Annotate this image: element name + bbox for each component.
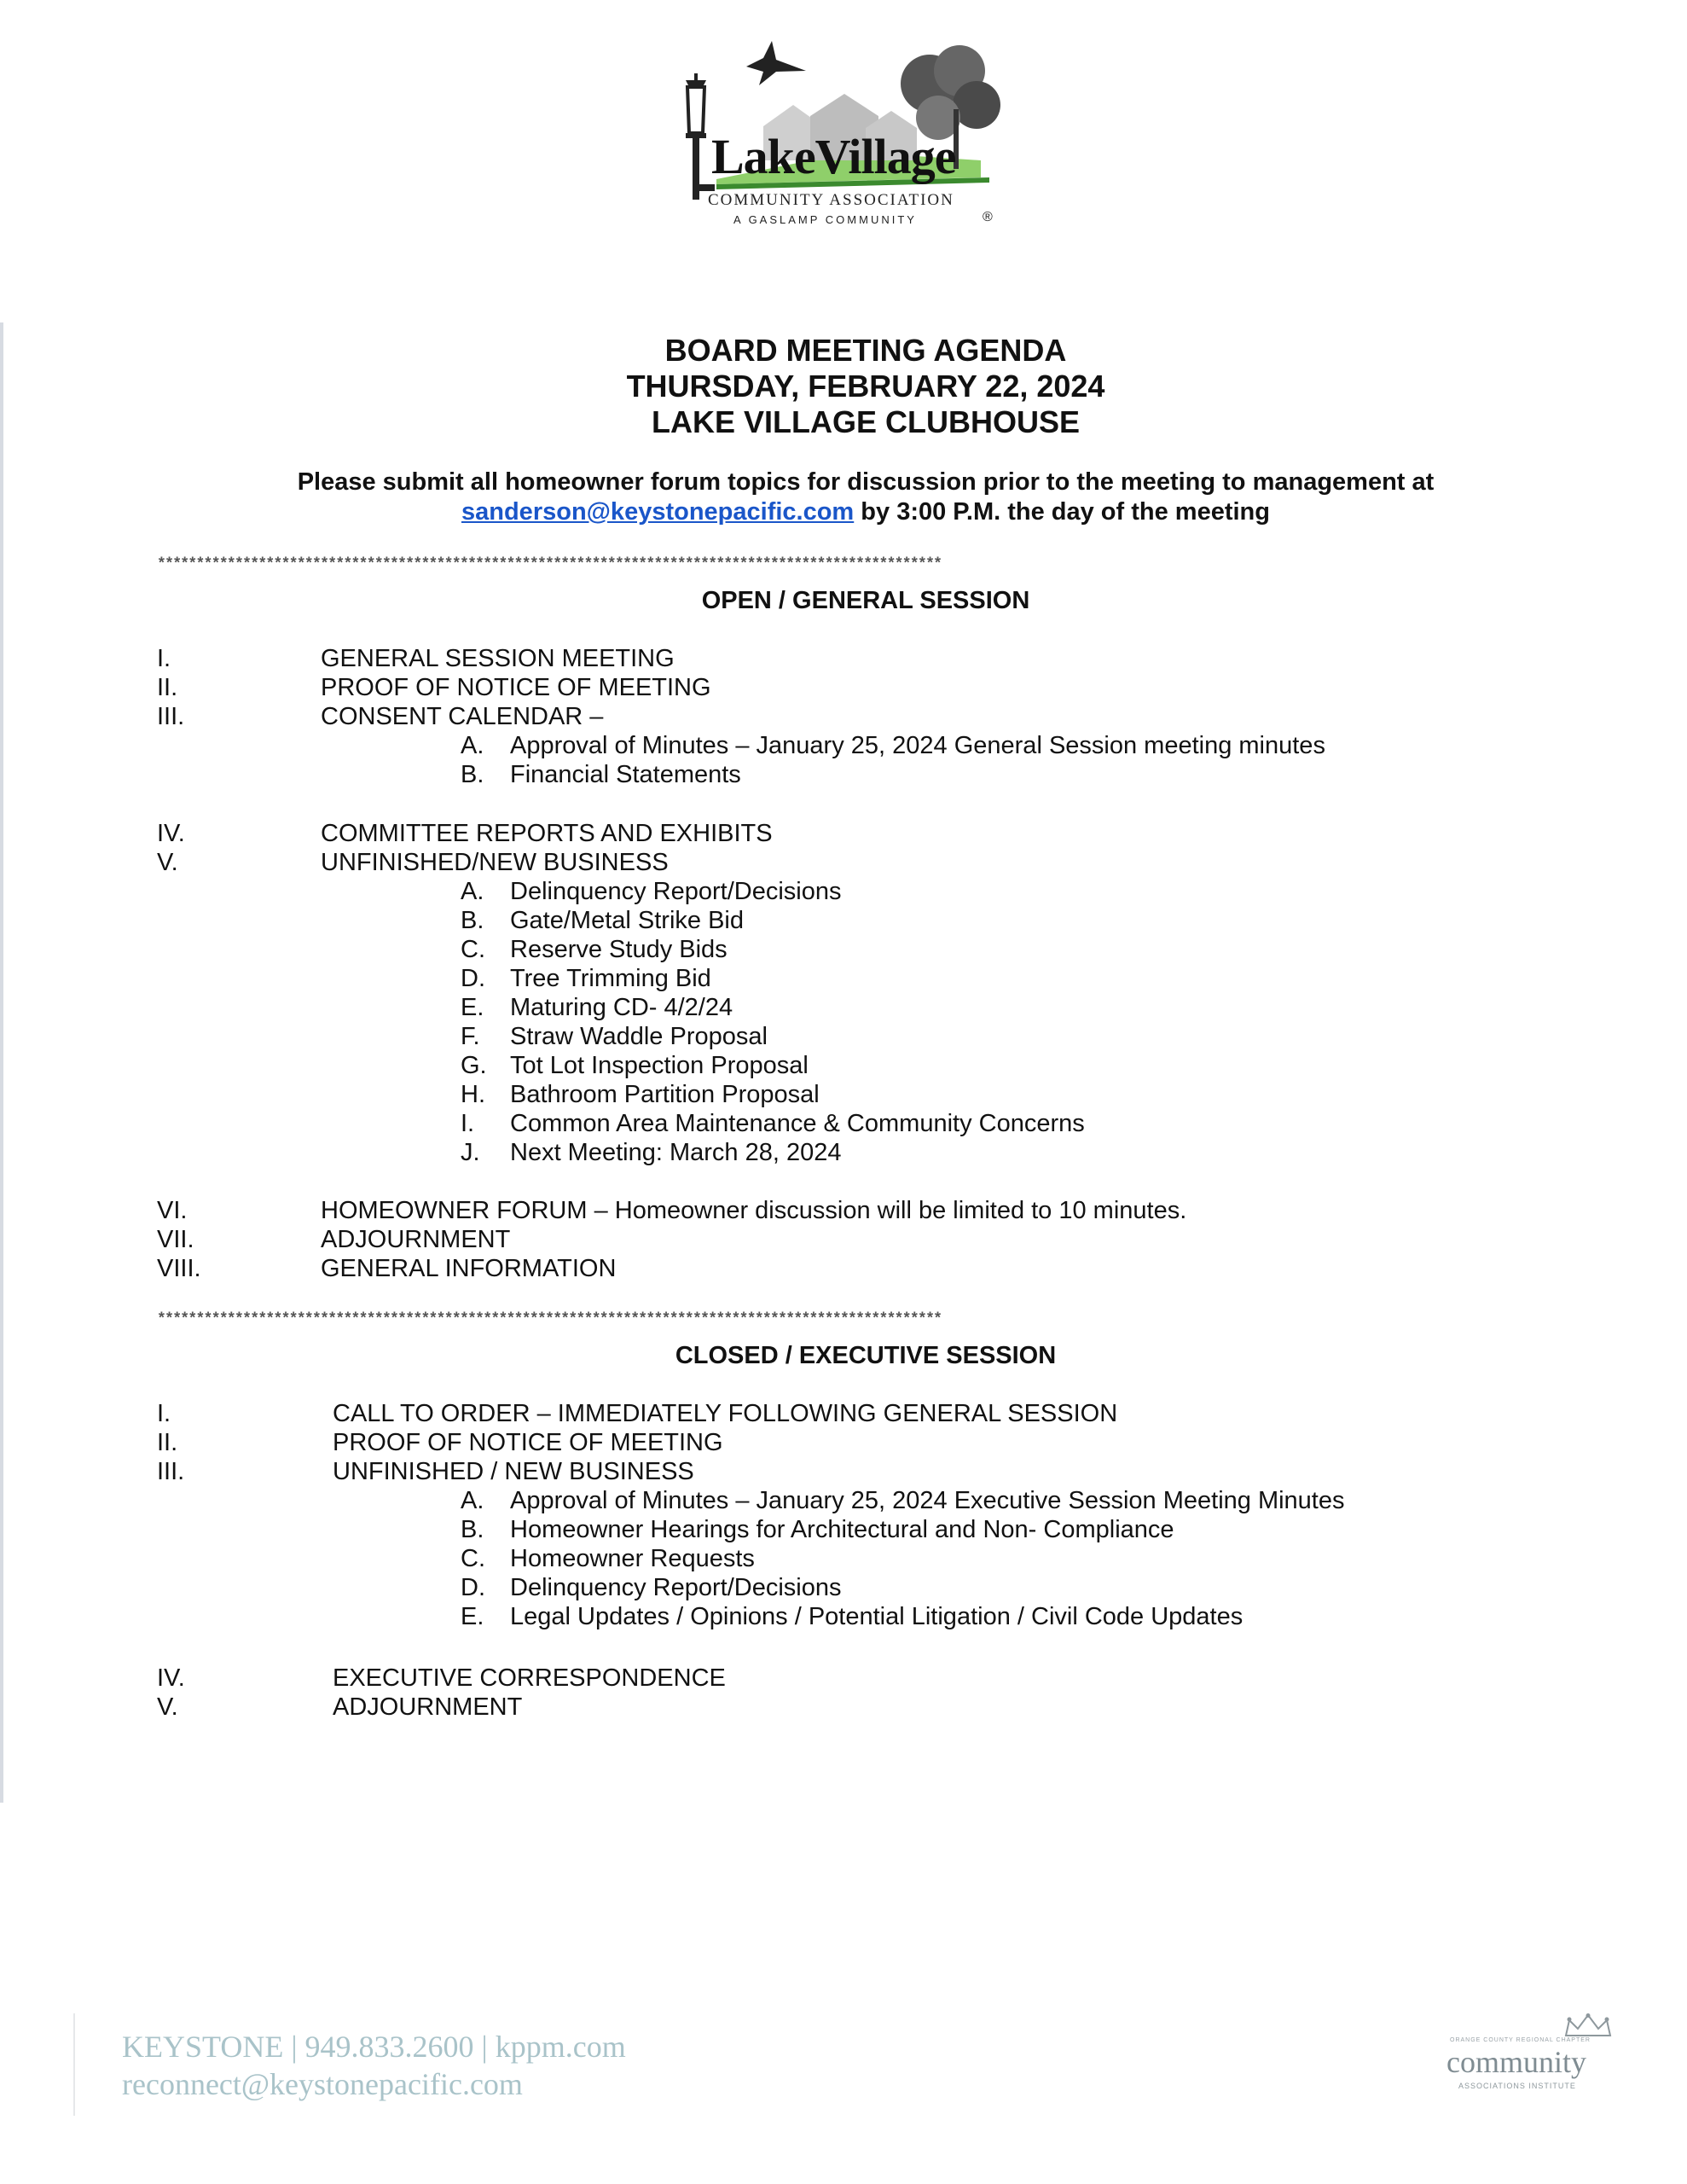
item-number: II.: [157, 674, 178, 701]
item-number: G.: [461, 1052, 487, 1079]
item-number: D.: [461, 1574, 485, 1601]
logo-tagline: A GASLAMP COMMUNITY: [733, 213, 917, 226]
notice-deadline: by 3:00 P.M. the day of the meeting: [854, 498, 1270, 526]
notice-line-1: Please submit all homeowner forum topics for discussion prior to the meeting to management at: [297, 468, 1435, 496]
item-number: B.: [461, 907, 484, 934]
item-label: Approval of Minutes – January 25, 2024 Executive Session Meeting Minutes: [510, 1487, 1345, 1514]
item-label: Straw Waddle Proposal: [510, 1023, 768, 1050]
management-email-link[interactable]: sanderson@keystonepacific.com: [461, 498, 855, 526]
registered-mark: ®: [983, 210, 993, 224]
item-number: J.: [461, 1139, 480, 1166]
separator-closed: *****************************************************************************************************: [157, 1311, 942, 1328]
item-number: III.: [157, 1458, 185, 1485]
item-label: Common Area Maintenance & Community Concerns: [510, 1110, 1085, 1137]
item-number: II.: [157, 1429, 178, 1456]
cai-logo: [1441, 2013, 1620, 2099]
meeting-location: LAKE VILLAGE CLUBHOUSE: [651, 404, 1080, 439]
item-label: Tree Trimming Bid: [510, 965, 711, 992]
item-label: UNFINISHED / NEW BUSINESS: [333, 1458, 694, 1485]
item-label: EXECUTIVE CORRESPONDENCE: [333, 1664, 726, 1692]
item-label: Bathroom Partition Proposal: [510, 1081, 820, 1108]
item-number: A.: [461, 732, 484, 759]
item-label: COMMITTEE REPORTS AND EXHIBITS: [321, 820, 773, 847]
item-label: Homeowner Hearings for Architectural and Non- Compliance: [510, 1516, 1174, 1543]
item-number: I.: [157, 1400, 171, 1427]
item-number: I.: [461, 1110, 475, 1137]
item-label: Reserve Study Bids: [510, 936, 728, 963]
item-label: CONSENT CALENDAR –: [321, 703, 604, 730]
item-number: C.: [461, 936, 485, 963]
item-label: Delinquency Report/Decisions: [510, 878, 842, 905]
item-label: PROOF OF NOTICE OF MEETING: [321, 674, 711, 701]
item-number: A.: [461, 1487, 484, 1514]
meeting-date: THURSDAY, FEBRUARY 22, 2024: [626, 369, 1105, 404]
item-number: VIII.: [157, 1255, 201, 1282]
item-label: HOMEOWNER FORUM – Homeowner discussion will be limited to 10 minutes.: [321, 1197, 1187, 1224]
item-number: B.: [461, 1516, 484, 1543]
separator-open: *****************************************************************************************************: [157, 556, 942, 573]
item-number: F.: [461, 1023, 480, 1050]
item-number: V.: [157, 1693, 178, 1721]
item-label: UNFINISHED/NEW BUSINESS: [321, 849, 669, 876]
item-number: III.: [157, 703, 185, 730]
item-label: PROOF OF NOTICE OF MEETING: [333, 1429, 723, 1456]
lake-village-logo: [682, 32, 1015, 233]
item-number: IV.: [157, 1664, 185, 1692]
logo-subtitle: COMMUNITY ASSOCIATION: [708, 191, 954, 209]
item-label: CALL TO ORDER – IMMEDIATELY FOLLOWING GENERAL SESSION: [333, 1400, 1118, 1427]
footer-rule: [73, 2013, 75, 2116]
cai-wordmark: community: [1446, 2045, 1586, 2079]
item-number: A.: [461, 878, 484, 905]
item-number: D.: [461, 965, 485, 992]
item-number: C.: [461, 1545, 485, 1572]
agenda-title: BOARD MEETING AGENDA: [664, 333, 1067, 368]
item-number: IV.: [157, 820, 185, 847]
item-number: B.: [461, 761, 484, 788]
agenda-header: [0, 333, 1687, 440]
item-label: ADJOURNMENT: [333, 1693, 523, 1721]
item-label: Delinquency Report/Decisions: [510, 1574, 842, 1601]
closed-session-title: CLOSED / EXECUTIVE SESSION: [675, 1342, 1057, 1369]
footer-contact-line: KEYSTONE | 949.833.2600 | kppm.com: [122, 2030, 626, 2064]
footer-email-line: reconnect@keystonepacific.com: [122, 2067, 523, 2101]
left-margin-rule: [0, 322, 3, 1803]
item-label: Gate/Metal Strike Bid: [510, 907, 744, 934]
item-number: VI.: [157, 1197, 188, 1224]
submission-notice: [0, 468, 1687, 527]
crown-icon: [1562, 2013, 1614, 2039]
open-session-title: OPEN / GENERAL SESSION: [701, 587, 1030, 614]
logo-wordmark: LakeVillage: [711, 129, 956, 184]
item-label: GENERAL INFORMATION: [321, 1255, 617, 1282]
item-label: Maturing CD- 4/2/24: [510, 994, 733, 1021]
item-label: Approval of Minutes – January 25, 2024 General Session meeting minutes: [510, 732, 1325, 759]
item-number: VII.: [157, 1226, 194, 1253]
item-number: E.: [461, 1603, 484, 1630]
cai-subtitle: ASSOCIATIONS INSTITUTE: [1458, 2082, 1576, 2090]
item-label: Legal Updates / Opinions / Potential Litigation / Civil Code Updates: [510, 1603, 1244, 1630]
item-number: E.: [461, 994, 484, 1021]
item-label: Financial Statements: [510, 761, 741, 788]
item-number: V.: [157, 849, 178, 876]
item-number: H.: [461, 1081, 485, 1108]
item-label: Next Meeting: March 28, 2024: [510, 1139, 842, 1166]
item-label: GENERAL SESSION MEETING: [321, 645, 675, 672]
item-number: I.: [157, 645, 171, 672]
item-label: Tot Lot Inspection Proposal: [510, 1052, 809, 1079]
notice-line-2: [0, 497, 1687, 527]
item-label: ADJOURNMENT: [321, 1226, 511, 1253]
item-label: Homeowner Requests: [510, 1545, 755, 1572]
cai-chapter: ORANGE COUNTY REGIONAL CHAPTER: [1450, 2037, 1591, 2043]
